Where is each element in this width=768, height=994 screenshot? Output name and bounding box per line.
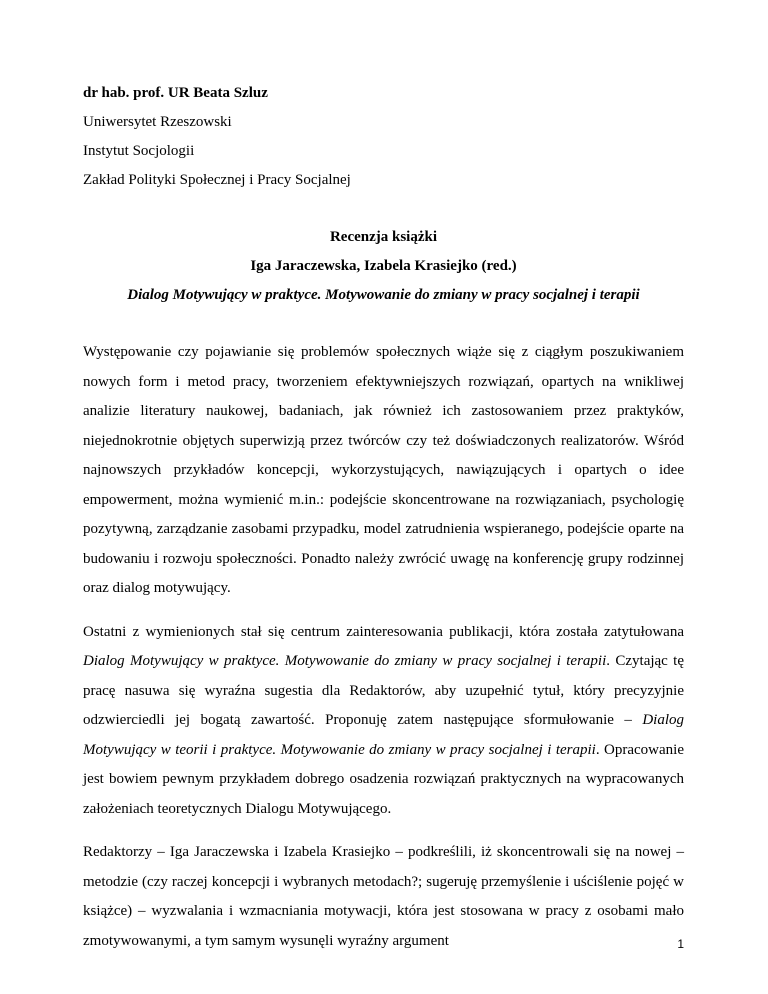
paragraph-2-text-a: Ostatni z wymienionych stał się centrum zainteresowania publikacji, która została zatytułowana: [83, 623, 684, 640]
author-name: dr hab. prof. UR Beata Szluz: [83, 85, 268, 101]
author-block: [83, 79, 683, 195]
paragraph-2-text-b: . Czytając tę pracę nasuwa się wyraźna sugestia dla Redaktorów, aby uzupełnić tytuł, który precyzyjnie odzwierciedli jej bogatą zawartość. Proponuję zatem następujące sformułowanie –: [83, 653, 684, 728]
body-text: [83, 338, 684, 970]
paragraph-2-text-c: . Opracowanie jest bowiem pewnym przykładem dobrego osadzenia rozwiązań praktycznych na wypracowanych założeniach teoretycznych Dialogu Motywującego.: [83, 741, 684, 817]
title-block: [83, 223, 684, 310]
paragraph-2-book-title: Dialog Motywujący w praktyce. Motywowanie do zmiany w pracy socjalnej i terapii: [83, 653, 607, 669]
paragraph-2: [83, 618, 684, 825]
paragraph-2-proposed-title: Dialog Motywujący w teorii i praktyce. Motywowanie do zmiany w pracy socjalnej i terapii: [83, 712, 684, 758]
book-editors: Iga Jaraczewska, Izabela Krasiejko (red.): [250, 258, 517, 274]
book-title: Dialog Motywujący w praktyce. Motywowanie do zmiany w pracy socjalnej i terapii: [127, 287, 640, 303]
author-institute: Instytut Socjologii: [83, 143, 195, 159]
paragraph-3: Redaktorzy – Iga Jaraczewska i Izabela Krasiejko – podkreślili, iż skoncentrowali się na nowej – metodzie (czy raczej koncepcji i wybranych metodach?; sugeruję przemyślenie i uściślenie pojęć w książce) – wyzwalania i wzmacniania motywacji, która jest stosowana w pracy z osobami mało zmotywowanymi, a tym samym wysunęli wyraźny argument: [83, 844, 684, 949]
author-department: Zakład Polityki Społecznej i Pracy Socjalnej: [83, 172, 351, 188]
paragraph-1: Występowanie czy pojawianie się problemów społecznych wiąże się z ciągłym poszukiwaniem nowych form i metod pracy, tworzeniem efektywniejszych rozwiązań, opartych na wnikliwej analizie literatury naukowej, badaniach, jak również ich zastosowaniem przez praktyków, niejednokrotnie objętych superwizją przez twórców czy też doświadczonych realizatorów. Wśród najnowszych przykładów koncepcji, wykorzystujących, nawiązujących i opartych o idee empowerment, można wymienić m.in.: podejście skoncentrowane na rozwiązaniach, psychologię pozytywną, zarządzanie zasobami przypadku, model zatrudnienia wspieranego, podejście oparte na budowaniu i rozwoju społeczności. Ponadto należy zwrócić uwagę na konferencję grupy rodzinnej oraz dialog motywujący.: [83, 344, 684, 596]
page-number: 1: [677, 937, 684, 951]
review-label: Recenzja książki: [329, 229, 438, 245]
author-university: Uniwersytet Rzeszowski: [83, 114, 232, 130]
